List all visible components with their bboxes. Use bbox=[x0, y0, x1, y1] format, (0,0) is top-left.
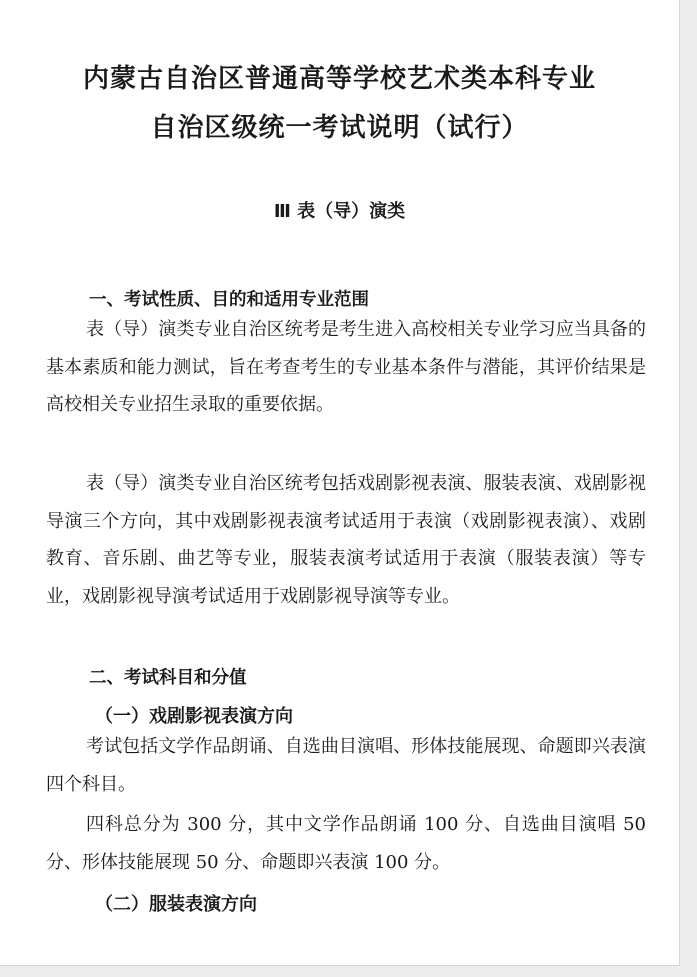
document-title-line-1: 内蒙古自治区普通高等学校艺术类本科专业 bbox=[82, 64, 596, 94]
subsection-1-paragraph-2: 四科总分为 300 分，其中文学作品朗诵 100 分、自选曲目演唱 50 分、形体技能展现 50 分、命题即兴表演 100 分。 bbox=[46, 814, 646, 873]
section-1-paragraph-2: 表（导）演类专业自治区统考包括戏剧影视表演、服装表演、戏剧影视导演三个方向，其中戏剧影视表演考试适用于表演（戏剧影视表演）、戏剧教育、音乐剧、曲艺等专业，服装表演考试适用于表演（服装表演）等专业，戏剧影视导演考试适用于戏剧影视导演等专业。 bbox=[46, 473, 646, 607]
subsection-heading-1: （一）戏剧影视表演方向 bbox=[95, 706, 293, 727]
section-heading-1: 一、考试性质、目的和适用专业范围 bbox=[89, 290, 369, 310]
part-title: Ⅲ 表（导）演类 bbox=[273, 201, 406, 222]
section-heading-2: 二、考试科目和分值 bbox=[89, 668, 247, 688]
subsection-1-paragraph-1: 考试包括文学作品朗诵、自选曲目演唱、形体技能展现、命题即兴表演四个科目。 bbox=[46, 736, 646, 795]
section-1-paragraph-1: 表（导）演类专业自治区统考是考生进入高校相关专业学习应当具备的基本素质和能力测试，旨在考查考生的专业基本条件与潜能，其评价结果是高校相关专业招生录取的重要依据。 bbox=[46, 319, 646, 415]
document-title-line-2: 自治区级统一考试说明（试行） bbox=[150, 113, 529, 143]
subsection-heading-2: （二）服装表演方向 bbox=[95, 894, 257, 915]
